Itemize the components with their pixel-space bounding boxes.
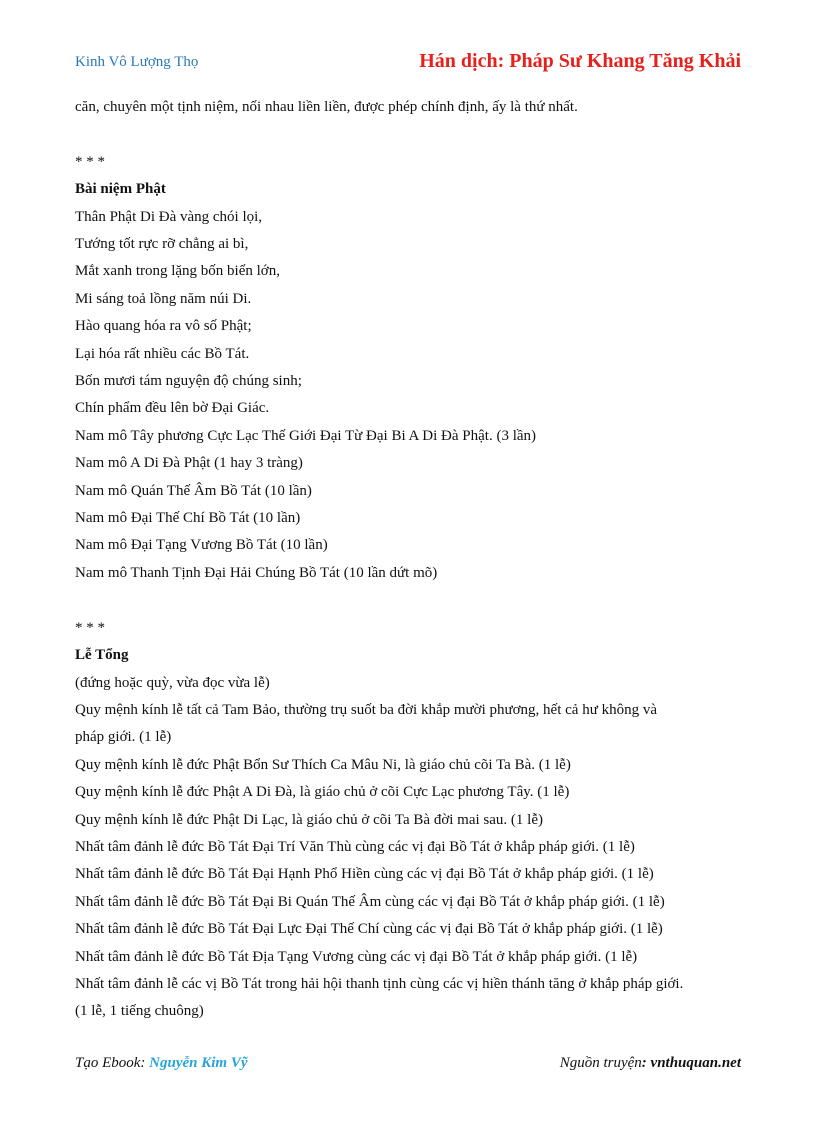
prayer-line: Nhất tâm đảnh lễ đức Bồ Tát Đại Trí Văn Thù cùng các vị đại Bồ Tát ở khắp pháp giới. (1 lễ): [75, 838, 635, 855]
source-credit-separator: :: [641, 1055, 651, 1071]
verse-line: Chín phẩm đều lên bờ Đại Giác.: [75, 400, 270, 417]
prayer-line: Quy mệnh kính lễ đức Phật Di Lạc, là giáo chủ ở cõi Ta Bà đời mai sau. (1 lễ): [75, 811, 543, 828]
section-title-niem-phat: Bài niệm Phật: [75, 181, 166, 198]
verse-line: Nam mô Đại Thế Chí Bồ Tát (10 lần): [75, 510, 301, 527]
section-separator: * * *: [75, 153, 105, 170]
verse-line: Mắt xanh trong lặng bốn biển lớn,: [75, 263, 280, 280]
verse-line: Nam mô Tây phương Cực Lạc Thế Giới Đại Từ Đại Bi A Di Đà Phật. (3 lần): [75, 427, 537, 444]
prayer-line: (1 lễ, 1 tiếng chuông): [75, 1003, 204, 1020]
section-niem-phat-lines: [75, 204, 745, 588]
prayer-line: Nhất tâm đảnh lễ đức Bồ Tát Đại Bi Quán Thế Âm cùng các vị đại Bồ Tát ở khắp pháp giới. (1 lễ): [75, 893, 665, 910]
source-credit: [560, 1055, 741, 1072]
ebook-credit-label: Tạo Ebook: [75, 1055, 141, 1071]
verse-line: Thân Phật Di Đà vàng chói lọi,: [75, 208, 263, 225]
section-title-le-tong: Lễ Tổng: [75, 647, 129, 664]
verse-line: Tướng tốt rực rỡ chẳng ai bì,: [75, 236, 249, 253]
section-le-tong-lines: [75, 670, 745, 1026]
page-footer: [75, 1055, 741, 1077]
translator-credit: Hán dịch: Pháp Sư Khang Tăng Khải: [419, 50, 741, 72]
prayer-line: Nhất tâm đảnh lễ các vị Bồ Tát trong hải hội thanh tịnh cùng các vị hiền thánh tăng ở khắp pháp giới.: [75, 975, 684, 992]
prayer-line: (đứng hoặc quỳ, vừa đọc vừa lễ): [75, 674, 270, 691]
verse-line: Mi sáng toả lồng năm núi Di.: [75, 290, 252, 307]
spacer: [75, 587, 745, 614]
book-title: Kinh Vô Lượng Thọ: [75, 54, 199, 70]
verse-line: Bốn mươi tám nguyện độ chúng sinh;: [75, 373, 302, 390]
verse-line: Hào quang hóa ra vô số Phật;: [75, 318, 252, 335]
ebook-creator-name: Nguyễn Kim Vỹ: [149, 1055, 248, 1071]
source-site: vnthuquan.net: [650, 1055, 741, 1071]
verse-line: Lại hóa rất nhiều các Bồ Tát.: [75, 345, 250, 362]
verse-line: Nam mô Đại Tạng Vương Bồ Tát (10 lần): [75, 537, 328, 554]
section-separator: * * *: [75, 619, 105, 636]
page-content: [75, 94, 745, 1026]
verse-line: Nam mô Thanh Tịnh Đại Hải Chúng Bồ Tát (10 lần dứt mõ): [75, 564, 438, 581]
ebook-credit: [75, 1055, 248, 1072]
verse-line: Nam mô Quán Thế Âm Bồ Tát (10 lần): [75, 482, 312, 499]
ebook-credit-separator: :: [140, 1055, 150, 1071]
prayer-line: Nhất tâm đảnh lễ đức Bồ Tát Đại Hạnh Phổ Hiền cùng các vị đại Bồ Tát ở khắp pháp giới. (1 lễ): [75, 866, 654, 883]
page-header: [75, 50, 741, 76]
prayer-line: pháp giới. (1 lễ): [75, 729, 172, 746]
prayer-line: Quy mệnh kính lễ tất cả Tam Bảo, thường trụ suốt ba đời khắp mười phương, hết cả hư không và: [75, 701, 657, 718]
intro-paragraph: căn, chuyên một tịnh niệm, nối nhau liền liền, được phép chính định, ấy là thứ nhất.: [75, 99, 578, 115]
prayer-line: Nhất tâm đảnh lễ đức Bồ Tát Địa Tạng Vương cùng các vị đại Bồ Tát ở khắp pháp giới. (1 lễ): [75, 948, 638, 965]
verse-line: Nam mô A Di Đà Phật (1 hay 3 tràng): [75, 455, 303, 472]
source-credit-label: Nguồn truyện: [559, 1055, 642, 1071]
prayer-line: Nhất tâm đảnh lễ đức Bồ Tát Đại Lực Đại Thế Chí cùng các vị đại Bồ Tát ở khắp pháp giới. (1 lễ): [75, 921, 663, 938]
prayer-line: Quy mệnh kính lễ đức Phật A Di Đà, là giáo chủ ở cõi Cực Lạc phương Tây. (1 lễ): [75, 784, 570, 801]
prayer-line: Quy mệnh kính lễ đức Phật Bổn Sư Thích Ca Mâu Ni, là giáo chủ cõi Ta Bà. (1 lễ): [75, 756, 571, 773]
spacer: [75, 121, 745, 148]
